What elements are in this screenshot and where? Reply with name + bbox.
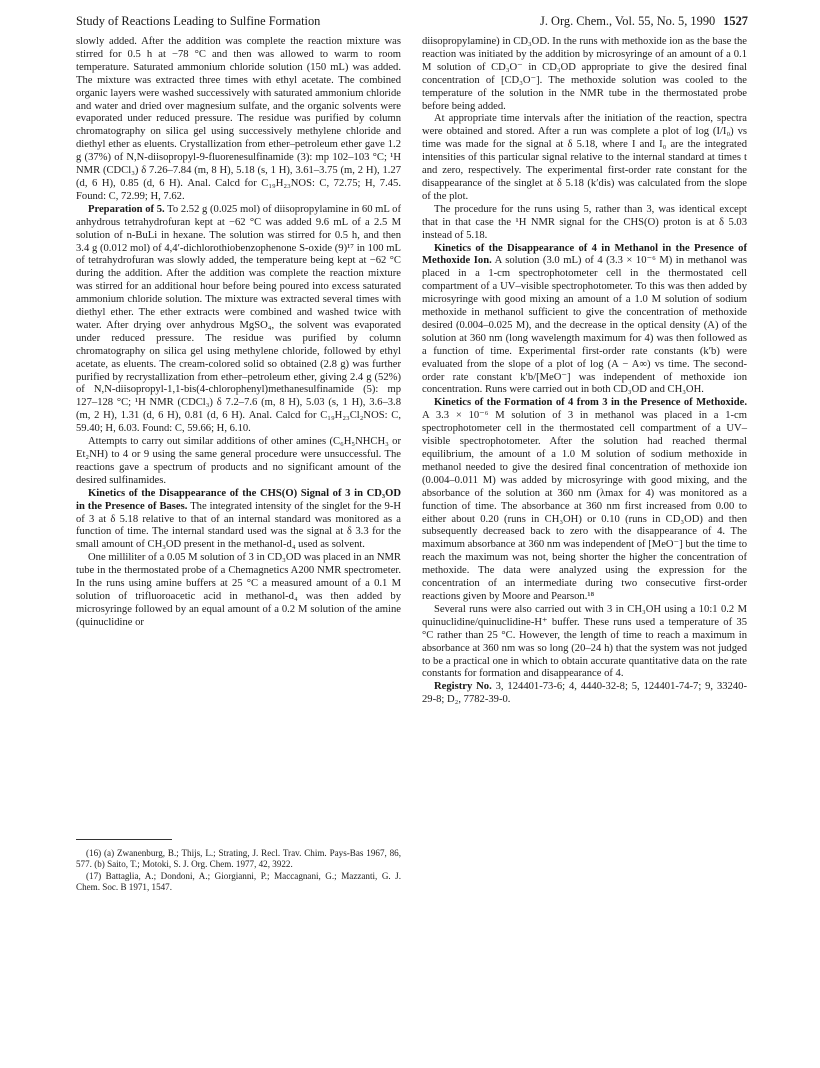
left-column: [76, 36, 401, 630]
paragraph: Several runs were also carried out with 3 in CH₃OH using a 10:1 0.2 M quinuclidine/quinuclidine-H⁺ buffer. These runs used a temperature of 35 °C rather than 25 °C. However, the length of time to reach a maximum in absorbance at 360 nm was so long (20–24 h) that the system was not judged to be a practical one in which to obtain accurate quantitative data on the rate constants for formation and disappearance of 4.: [422, 603, 747, 680]
right-column: [422, 36, 747, 707]
section-heading: Preparation of 5.: [88, 203, 165, 215]
footnote: (16) (a) Zwanenburg, B.; Thijs, L.; Strating, J. Recl. Trav. Chim. Pays-Bas 1967, 86, 577. (b) Saito, T.; Motoki, S. J. Org. Chem. 1977, 42, 3922.: [76, 848, 401, 869]
footnotes: [76, 848, 401, 894]
footnote: (17) Battaglia, A.; Dondoni, A.; Giorgianni, P.; Maccagnani, G.; Mazzanti, G. J. Chem. Soc. B 1971, 1547.: [76, 871, 401, 892]
journal-citation: [540, 14, 748, 29]
paragraph: Attempts to carry out similar additions of other amines (C₆H₅NHCH₃ or Et₂NH) to 4 or 9 using the same general procedure were unsuccessful. The reactions gave a spectrum of products and no significant amount of the desired sulfinamides.: [76, 436, 401, 486]
running-header: [76, 14, 748, 30]
section-heading: Kinetics of the Disappearance of 4 in Methanol in the Presence of Methoxide Ion.: [422, 242, 747, 267]
section-heading: Kinetics of the Formation of 4 from 3 in the Presence of Methoxide.: [434, 397, 747, 409]
paragraph: Preparation of 5. To 2.52 g (0.025 mol) of diisopropylamine in 60 mL of anhydrous tetrahydrofuran kept at −62 °C was added 9.6 mL of a 2.5 M solution of n-BuLi in hexane. The solution was stirred for 0.5 h, and then 3.4 g (0.012 mol) of 4,4′-dichlorothiobenzophenone S-oxide (9)¹⁷ in 100 mL of tetrahydrofuran was slowly added, the temperature being kept at −62 °C during the addition. After the addition was complete the reaction mixture was stirred for an additional hour before being poured into excess saturated ammonium chloride solution. The mixture was extracted several times with diethyl ether. The ether extracts were combined and washed twice with water. After drying over anhydrous MgSO₄, the solvent was evaporated under reduced pressure. The residue was purified by column chromatography on silica gel using methylene chloride, followed by ethyl acetate, as eluents. The cream-colored solid so obtained (2.8 g) was further purified by recrystallization from ether–petroleum ether, giving 2.4 g (52%) of N,N-diisopropyl-1,1-bis(4-chlorophenyl)methanesulfinamide (5): mp 127–128 °C; ¹H NMR (CDCl₃) δ 7.2–7.6 (m, 8 H), 5.03 (s, 1 H), 3.6–3.8 (m, 2 H), 1.31 (d, 6 H), 0.81 (d, 6 H). Anal. Calcd for C₁₉H₂₃Cl₂NOS: C, 59.40; H, 6.03. Found: C, 59.66; H, 6.10.: [76, 203, 401, 435]
paragraph: slowly added. After the addition was complete the reaction mixture was stirred for 0.5 h at −78 °C and then was allowed to warm to room temperature. Saturated ammonium chloride solution (150 mL) was added. The mixture was extracted three times with ethyl acetate. The combined organic layers were washed successively with saturated ammonium chloride and water and dried over magnesium sulfate, and the organic solvents were evaporated under reduced pressure. The residue was purified by column chromatography on silica gel using successively methylene chloride and diethyl ether as eluents. Crystallization from ether–petroleum ether gave 1.2 g (37%) of N,N-diisopropyl-9-fluorenesulfinamide (3): mp 102–103 °C; ¹H NMR (CDCl₃) δ 7.26–7.84 (m, 8 H), 5.18 (s, 1 H), 3.61–3.75 (m, 2 H), 1.27 (d, 6 H), 0.85 (d, 6 H). Anal. Calcd for C₁₉H₂₃NOS: C, 72.75; H, 7.45. Found: C, 72.99; H, 7.62.: [76, 36, 401, 202]
running-title: Study of Reactions Leading to Sulfine Formation: [76, 14, 321, 28]
paragraph: One milliliter of a 0.05 M solution of 3 in CD₃OD was placed in an NMR tube in the thermostated probe of a Chemagnetics A200 NMR spectrometer. In the runs using amine buffers at 25 °C a measured amount of a 0.1 M solution of trifluoroacetic acid in methanol-d₄ was then added by microsyringe followed by an equal amount of a 0.2 M solution of the amine (quinuclidine or: [76, 552, 401, 628]
registry-label: Registry No.: [434, 681, 492, 693]
section-heading: Kinetics of the Disappearance of the CHS(O) Signal of 3 in CD₃OD in the Presence of Bases.: [76, 487, 401, 512]
journal-info: J. Org. Chem., Vol. 55, No. 5, 1990: [540, 14, 716, 28]
paragraph: Kinetics of the Formation of 4 from 3 in the Presence of Methoxide. A 3.3 × 10⁻⁶ M solution of 3 in methanol was placed in a 1-cm spectrophotometer cell in the thermostated cell compartment of a UV–visible spectrophotometer. After the solution had reached thermal equilibrium, the amount of a 1.0 M solution of sodium methoxide in methanol needed to give the desired final concentration of methoxide ion (0.004–0.011 M) was added by microsyringe with good mixing, and the absorbance of the solution at 360 nm (λmax for 4) was monitored as a function of time. The absorbance at 360 nm first increased from 0.00 to either about 0.20 (runs in CH₃OH) or 0.10 (runs in CD₃OD) and then subsequently decreased back to zero with the disappearance of 4. The maximum absorbance at 360 nm was independent of [MeO⁻] but the time to reach the maximum was not, being shorter the higher the concentration of methoxide. The data were analyzed using the expression for the concentration of an intermediate during two consecutive first-order reactions given by Moore and Pearson.¹⁸: [422, 397, 747, 602]
paragraph: Kinetics of the Disappearance of 4 in Methanol in the Presence of Methoxide Ion. A solution (3.0 mL) of 4 (3.3 × 10⁻⁶ M) in methanol was placed in a 1-cm spectrophotometer cell in the thermostated cell compartment of a UV–visible spectrophotometer. To this was then added by microsyringe with good mixing an amount of a 1.0 M solution of sodium methoxide in methanol sufficient to give the concentration of methoxide desired (0.004–0.025 M), and the decrease in the optical density (A) of the solution at 360 nm (long wavelength maximum for 4) was then followed as a function of time. Experimental first-order rate constants (k′b) were evaluated from the slope of a plot of log (A − A∞) vs time. The second-order rate constant k′b/[MeO⁻] was independent of methoxide ion concentration. Runs were carried out in both CD₃OD and CH₃OH.: [422, 242, 747, 396]
registry-numbers: Registry No. 3, 124401-73-6; 4, 4440-32-8; 5, 124401-74-7; 9, 33240-29-8; D₂, 7782-39-0.: [422, 681, 747, 706]
paragraph: diisopropylamine) in CD₃OD. In the runs with methoxide ion as the base the reaction was initiated by the addition by microsyringe of an amount of a 0.1 M solution of CD₃O⁻ in CD₃OD appropriate to give the desired final concentration of [CD₃O⁻]. The methoxide solution was cooled to the temperature of the solution in the NMR tube in the thermostated probe before being added.: [422, 36, 747, 112]
page-number: 1527: [723, 14, 748, 28]
paragraph: Kinetics of the Disappearance of the CHS(O) Signal of 3 in CD₃OD in the Presence of Bases. The integrated intensity of the singlet for the 9-H of 3 at δ 5.18 relative to that of an internal standard was monitored as a function of time. The internal standard used was the signal at δ 3.3 for the small amount of CH₃OD present in the methanol-d₄ used as solvent.: [76, 487, 401, 551]
footnote-rule: [76, 839, 172, 840]
paragraph: The procedure for the runs using 5, rather than 3, was identical except that in that case the ¹H NMR signal for the CHS(O) proton is at δ 5.03 instead of 5.18.: [422, 203, 747, 241]
paragraph: At appropriate time intervals after the initiation of the reaction, spectra were obtained and stored. After a run was complete a plot of log (I/I₀) vs time was made for the signal at δ 5.18, where I and I₀ are the integrated intensities of this particular signal relative to the internal standard at times t and zero, respectively. The experimental first-order rate constant for the disappearance of the singlet at δ 5.18 (k′dis) was calculated from the slope of the plot.: [422, 113, 747, 202]
